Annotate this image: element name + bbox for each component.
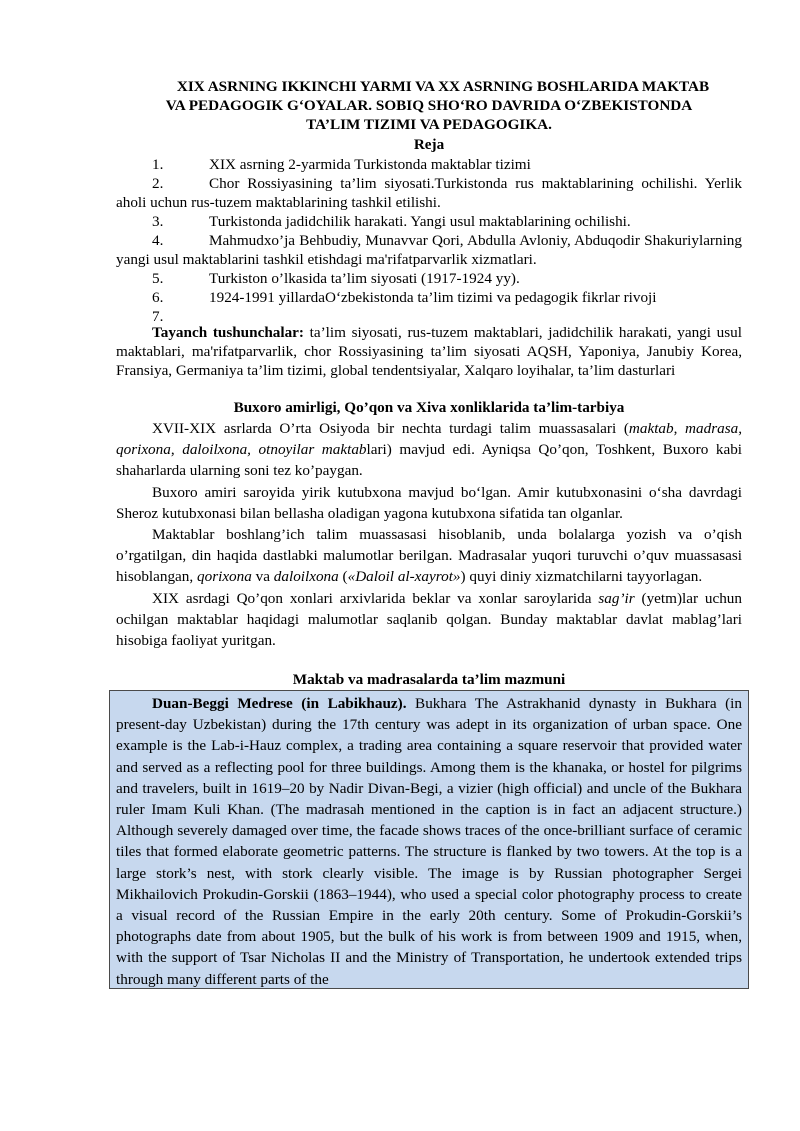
italic-run: qorixona <box>197 568 252 586</box>
plan-item <box>116 269 742 288</box>
plan-item-number: 6. <box>152 289 164 306</box>
italic-run: sag’ir <box>598 589 635 607</box>
paragraph-2: Buxoro amiri saroyida yirik kutubxona mavjud bo‘lgan. Amir kutubxonasini o‘sha davrdagi Sheroz kutubxonasi bilan bellasha oladigan yagona kutubxona sifatida tan olganlar. <box>116 483 742 522</box>
plan-heading: Reja <box>413 136 445 153</box>
plan-item-number: 2. <box>152 175 164 192</box>
plan-item-text: Mahmudxo’ja Behbudiy, Munavvar Qori, Abdulla Avloniy, Abduqodir Shakuriylarning yangi usul maktablarini tashkil etishdagi ma'rifatparvarlik xizmatlari. <box>116 232 742 268</box>
text-run: , <box>673 420 686 437</box>
document-title <box>116 77 742 134</box>
text-run: Maktablar boshlang’ich talim muassasasi hisoblanib, unda bolalarga yozish va o’qish o’rgatilgan, din haqida dastlabki malumotlar berilgan. Madrasalar yuqori turuvchi o’quv muassasasi hisoblangan, <box>116 526 742 586</box>
italic-run: daloilxona <box>273 568 339 586</box>
text-run: (yetm)lar uchun ochilgan maktablar haqidagi malumotlar saqlanib qolgan. Bunday maktablar davlat mablag’lari hisobiga faoliyat yuritgan. <box>116 589 742 650</box>
plan-item <box>116 174 742 212</box>
title-line-3: TA’LIM TIZIMI VA PEDAGOGIKA. <box>306 116 552 133</box>
section-heading-2: Maktab va madrasalarda ta’lim mazmuni <box>292 671 566 688</box>
text-run: XVII-XIX asrlarda O’rta Osiyoda bir nechta turdagi talim muassasalari ( <box>152 420 629 437</box>
plan-item <box>116 155 742 174</box>
text-run: , <box>738 420 743 437</box>
plan-item-number: 7. <box>152 308 164 325</box>
text-run: ) quyi diniy xizmatchilarni tayyorlagan. <box>460 568 703 586</box>
plan-item-number: 4. <box>152 232 164 249</box>
plan-item-number: 1. <box>152 156 164 173</box>
paragraph-4 <box>116 588 742 652</box>
text-run: , <box>170 441 183 459</box>
key-concepts-label: Tayanch tushunchalar: <box>152 324 304 341</box>
text-run: va <box>251 568 274 586</box>
italic-run: maktab <box>628 420 674 437</box>
italic-run: «Daloil al-xayrot» <box>347 568 461 586</box>
title-line-2: VA PEDAGOGIK G‘OYALAR. SOBIQ SHO‘RO DAVRIDA O‘ZBEKISTONDA <box>165 97 693 114</box>
paragraph-1 <box>116 418 742 482</box>
title-line-1: XIX ASRNING IKKINCHI YARMI VA XX ASRNING BOSHLARIDA MAKTAB <box>176 78 710 95</box>
italic-run: daloilxona, otnoyilar maktab <box>182 441 367 459</box>
plan-item <box>116 288 742 307</box>
key-concepts <box>116 323 742 380</box>
caption-text: Bukhara The Astrakhanid dynasty in Bukhara (in present-day Uzbekistan) during the 17th century was adept in its organization of urban space. One example is the Lab-i-Hauz complex, a trading area containing a square reservoir that provided water and served as a reflecting pool for three buildings. Among them is the khanaka, or hostel for pilgrims and travelers, built in 1619–20 by Nadir Divan-Begi, a vizier (high official) and uncle of the Bukhara ruler Imam Kuli Khan. (The madrasah mentioned in the caption is in fact an adjacent structure.) Although severely damaged over time, the facade shows traces of the once-brilliant surface of ceramic tiles that formed elaborate geometric patterns. The structure is flanked by two towers. At the top is a large stork’s nest, with stork clearly visible. The image is by Russian photographer Sergei Mikhailovich Prokudin-Gorskii (1863–1944), who used a special color photography process to create a visual record of the Russian Empire in the early 20th century. Some of Prokudin-Gorskii’s photographs date from about 1905, but the bulk of his work is from between 1909 and 1915, when, with the support of Tsar Nicholas II and the Ministry of Transportation, he undertook extended trips through many different parts of the <box>116 695 742 988</box>
plan-item <box>116 212 742 231</box>
caption-box <box>109 690 749 989</box>
text-run: ( <box>338 568 348 586</box>
plan-item-text: Turkistonda jadidchilik harakati. Yangi usul maktablarining ochilishi. <box>209 213 631 230</box>
text-run: XIX asrdagi Qo’qon xonlari arxivlarida beklar va xonlar saroylarida <box>152 589 599 607</box>
plan-item-text: Chor Rossiyasining ta’lim siyosati.Turkistonda rus maktablarining ochilishi. Yerlik aholi uchun rus-tuzem maktablarining tashkil etilishi. <box>116 175 742 211</box>
plan-item-number: 3. <box>152 213 164 230</box>
plan-item-text: Turkiston o’lkasida ta’lim siyosati (1917-1924 yy). <box>209 270 520 287</box>
text-run: lari) mavjud edi. Ayniqsa Qo’qon, Toshkent, Buxoro kabi shaharlarda ularning soni tez ko’paygan. <box>116 441 743 480</box>
paragraph-3 <box>116 524 742 588</box>
section-body <box>116 418 742 651</box>
plan-item-text: XIX asrning 2-yarmida Turkistonda maktablar tizimi <box>209 156 531 173</box>
italic-run: qorixona <box>116 441 171 459</box>
plan-list <box>116 155 742 326</box>
caption-paragraph <box>116 693 742 989</box>
section-heading-1: Buxoro amirligi, Qo’qon va Xiva xonliklarida ta’lim-tarbiya <box>233 399 625 416</box>
italic-run: madrasa <box>685 420 739 437</box>
caption-title: Duan-Beggi Medrese (in Labikhauz). <box>152 695 407 712</box>
plan-item <box>116 231 742 269</box>
plan-item-text: 1924-1991 yillardaO‘zbekistonda ta’lim tizimi va pedagogik fikrlar rivoji <box>209 289 657 306</box>
key-concepts-text: ta’lim siyosati, rus-tuzem maktablari, jadidchilik harakati, yangi usul maktablari, ma'rifatparvarlik, chor Rossiyasining ta’lim siyosati AQSH, Yaponiya, Janubiy Korea, Fransiya, Germaniya ta’lim tizimi, global tendentsiyalar, Xalqaro loyihalar, ta’lim dasturlari <box>116 324 742 379</box>
plan-item-number: 5. <box>152 270 164 287</box>
